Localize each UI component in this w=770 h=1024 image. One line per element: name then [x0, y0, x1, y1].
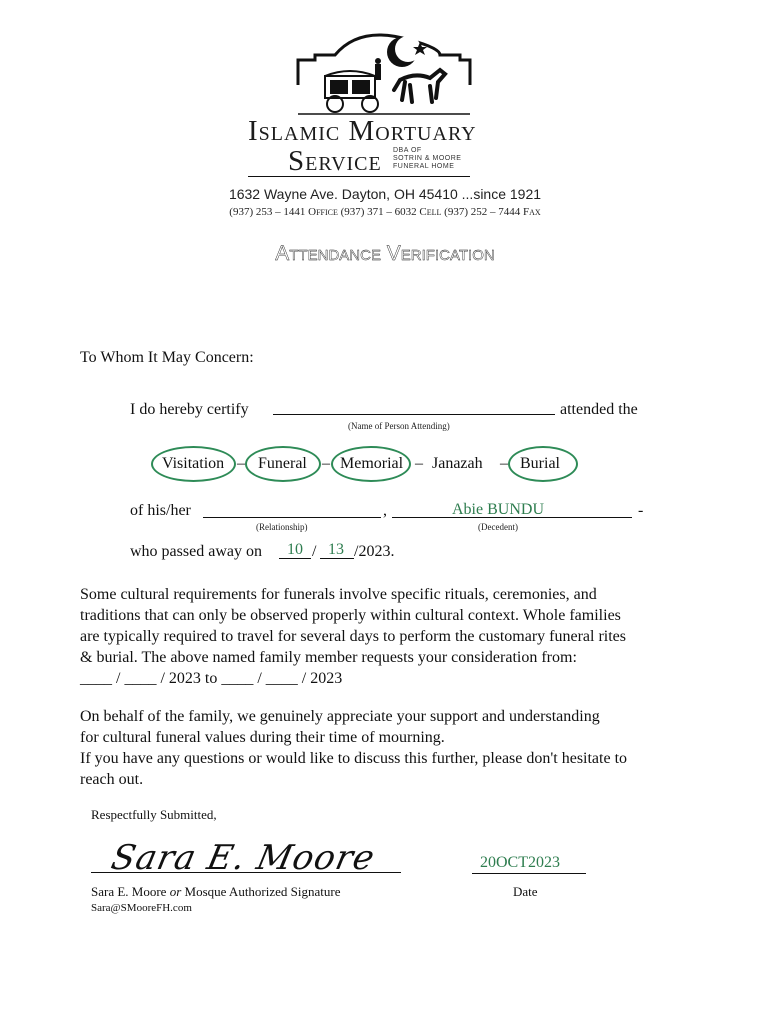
paragraph-line: Some cultural requirements for funerals involve specific rituals, ceremonies, and	[80, 586, 597, 603]
brand-subtitle: DBA OF SOTRIN & MOORE FUNERAL HOME	[393, 147, 462, 170]
certify-prefix: I do hereby certify	[130, 401, 249, 418]
signature-line[interactable]	[91, 872, 401, 873]
paragraph-line: reach out.	[80, 771, 144, 788]
paragraph-line: On behalf of the family, we genuinely appreciate your support and understanding	[80, 708, 600, 725]
paragraph-line: for cultural funeral values during their time of mourning.	[80, 729, 445, 746]
hearse-logo-icon	[290, 30, 480, 120]
signer-email: Sara@SMooreFH.com	[91, 902, 192, 914]
salutation: To Whom It May Concern:	[80, 349, 254, 366]
paragraph-line: are typically required to travel for several days to perform the customary funeral rites	[80, 628, 626, 645]
passed-prefix: who passed away on	[130, 543, 262, 560]
relation-prefix: of his/her	[130, 502, 191, 519]
service-memorial[interactable]: Memorial	[340, 455, 404, 472]
paragraph-line: traditions that can only be observed properly within cultural context. Whole families	[80, 607, 621, 624]
brand-rule	[248, 176, 470, 177]
signer-name: Sara E. Moore	[91, 884, 167, 899]
phone-line: (937) 253 – 1441 Office (937) 371 – 6032 Cell (937) 252 – 7444 Fax	[229, 206, 541, 218]
service-janazah[interactable]: Janazah	[432, 455, 483, 472]
brand-name-line1: Islamic Mortuary	[248, 115, 477, 147]
relationship-field[interactable]	[203, 501, 381, 518]
date-label: Date	[513, 884, 538, 899]
service-funeral[interactable]: Funeral	[258, 455, 307, 472]
relationship-label: (Relationship)	[256, 522, 308, 532]
service-separator: –	[415, 455, 423, 472]
paragraph-line: & burial. The above named family member requests your consideration from:	[80, 649, 577, 666]
certify-suffix: attended the	[560, 401, 638, 418]
date-range-fields[interactable]: ____ / ____ / 2023 to ____ / ____ / 2023	[80, 670, 343, 687]
death-day: 13	[328, 541, 344, 558]
closing: Respectfully Submitted,	[91, 807, 217, 822]
death-year: /2023.	[354, 543, 395, 560]
service-burial[interactable]: Burial	[520, 455, 560, 472]
date-value: 20OCT2023	[480, 854, 560, 871]
attendee-name-field[interactable]	[273, 398, 555, 415]
decedent-label: (Decedent)	[478, 522, 518, 532]
page-title: Attendance Verification	[275, 242, 495, 265]
address-line: 1632 Wayne Ave. Dayton, OH 45410 ...since 1921	[228, 186, 542, 202]
decedent-value: Abie BUNDU	[452, 501, 544, 518]
brand-name-line2: Service	[288, 145, 382, 177]
service-separator: –	[500, 455, 508, 472]
service-visitation[interactable]: Visitation	[162, 455, 225, 472]
date-line[interactable]	[472, 873, 586, 874]
date-slash: /	[312, 543, 317, 560]
signer-caption	[91, 884, 341, 900]
signer-role: Mosque Authorized Signature	[184, 884, 341, 899]
signer-or: or	[169, 884, 182, 899]
relation-comma: ,	[383, 502, 387, 519]
death-month: 10	[287, 541, 303, 558]
service-separator: –	[322, 455, 330, 472]
relation-dash: -	[638, 502, 644, 519]
paragraph-line: If you have any questions or would like to discuss this further, please don't hesitate to	[80, 750, 628, 767]
cultural-paragraph	[80, 584, 626, 689]
appreciation-paragraph	[80, 706, 627, 790]
service-separator: –	[237, 455, 245, 472]
attendee-name-label: (Name of Person Attending)	[348, 421, 450, 431]
signature-image: Sara E. Moore	[107, 838, 379, 878]
